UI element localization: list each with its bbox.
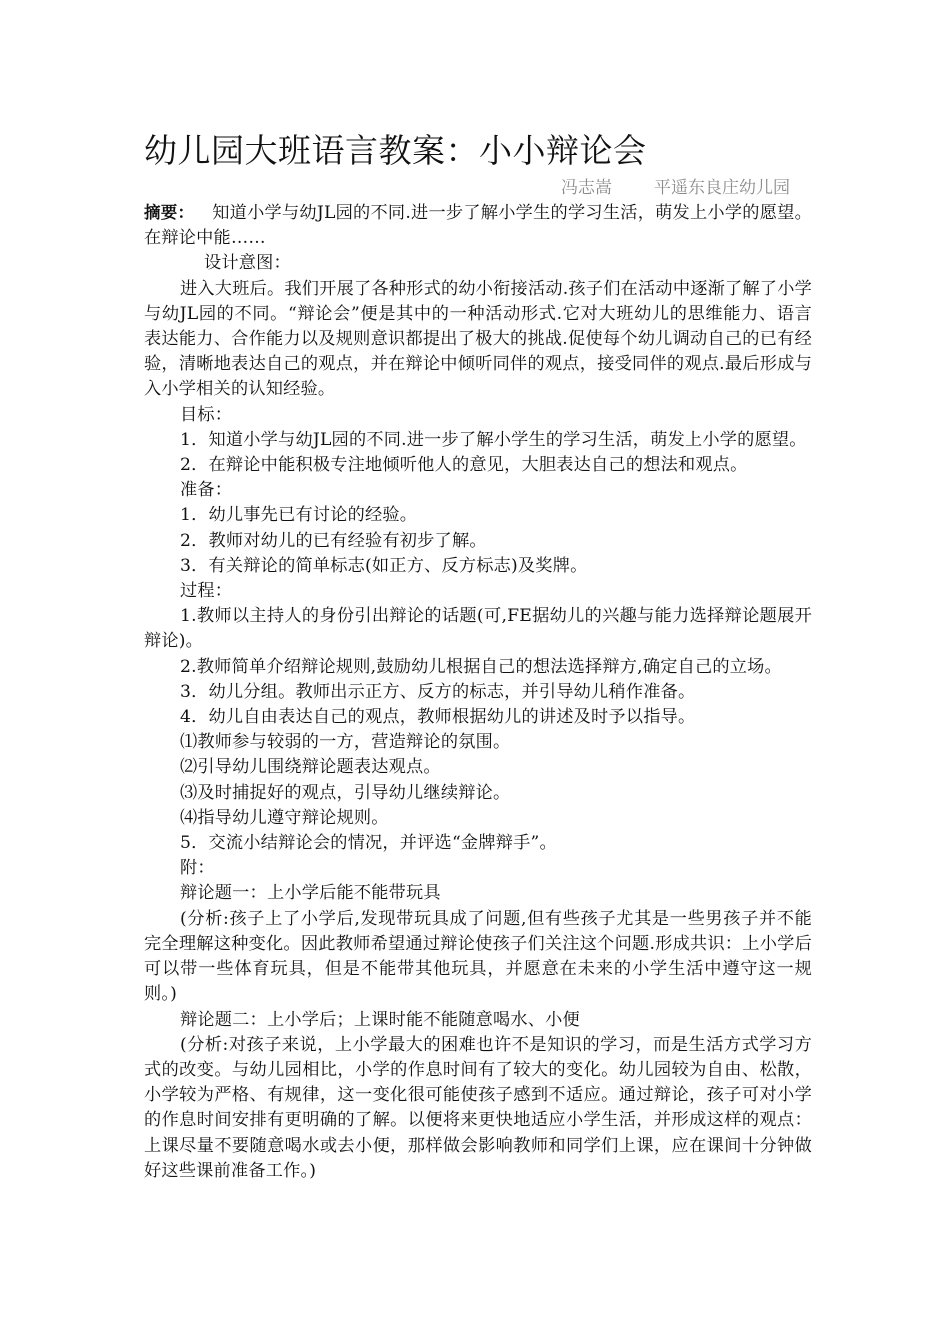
goal-item: 2．在辩论中能积极专注地倾听他人的意见，大胆表达自己的想法和观点。 (180, 455, 748, 476)
prep-item: 1．幼儿事先已有讨论的经验。 (180, 505, 418, 526)
abstract (144, 200, 812, 251)
goal-heading: 目标： (180, 404, 233, 425)
document-page (144, 128, 812, 1184)
appendix-heading: 附： (180, 858, 215, 879)
prep-item: 3．有关辩论的简单标志(如正方、反方标志)及奖牌。 (180, 555, 588, 576)
design-text: 进入大班后。我们开展了各种形式的幼小衔接活动.孩子们在活动中逐渐了解了小学与幼JL园的不同。“辩论会”便是其中的一种活动形式.它对大班幼儿的思维能力、语言表达能力、合作能力以及规则意识都提出了极大的挑战.促使每个幼儿调动自己的已有经验，清晰地表达自己的观点，并在辩论中倾听同伴的观点，接受同伴的观点.最后形成与入小学相关的认知经验。 (144, 278, 812, 400)
process-heading: 过程： (180, 581, 233, 602)
author-line (144, 176, 812, 200)
process-item: 1.教师以主持人的身份引出辩论的话题(可,FE据幼儿的兴趣与能力选择辩论题展开辩论)。 (144, 606, 812, 652)
process-item: 4．幼儿自由表达自己的观点，教师根据幼儿的讲述及时予以指导。 (180, 707, 696, 728)
prep-heading: 准备： (180, 480, 233, 501)
author-name: 冯志嵩 (561, 178, 612, 198)
abstract-label: 摘要： (144, 203, 195, 222)
process-item: 3．幼儿分组。教师出示正方、反方的标志，并引导幼儿稍作准备。 (180, 681, 696, 702)
topic2-title: 辩论题二：上小学后；上课时能不能随意喝水、小便 (180, 1009, 580, 1030)
process-subitem: ⑵引导幼儿围绕辩论题表达观点。 (180, 757, 441, 778)
design-heading: 设计意图： (204, 253, 291, 274)
prep-item: 2．教师对幼儿的已有经验有初步了解。 (180, 530, 487, 551)
process-item: 2.教师简单介绍辩论规则,鼓励幼儿根据自己的想法选择辩方,确定自己的立场。 (180, 656, 782, 677)
process-item: 5．交流小结辩论会的情况，并评选“金牌辩手”。 (180, 833, 557, 854)
process-subitem: ⑴教师参与较弱的一方，营造辩论的氛围。 (180, 732, 511, 753)
topic1-title: 辩论题一：上小学后能不能带玩具 (180, 883, 441, 904)
goal-item: 1．知道小学与幼JL园的不同.进一步了解小学生的学习生活，萌发上小学的愿望。 (180, 429, 807, 450)
abstract-text: 知道小学与幼JL园的不同.进一步了解小学生的学习生活，萌发上小学的愿望。在辩论中能…… (144, 203, 812, 249)
document-title: 幼儿园大班语言教案：小小辩论会 (144, 131, 647, 170)
school-name: 平遥东良庄幼儿园 (654, 178, 790, 198)
process-subitem: ⑶及时捕捉好的观点，引导幼儿继续辩论。 (180, 782, 511, 803)
topic2-analysis: (分析:对孩子来说，上小学最大的困难也许不是知识的学习，而是生活方式学习方式的改变。与幼儿园相比，小学的作息时间有了较大的变化。幼儿园较为自由、松散，小学较为严格、有规律，这一变化很可能使孩子感到不适应。通过辩论，孩子可对小学的作息时间安排有更明确的了解。以便将来更快地适应小学生活，并形成这样的观点：上课尽量不要随意喝水或去小便，那样做会影响教师和同学们上课，应在课间十分钟做好这些课前准备工作。) (144, 1034, 812, 1181)
process-subitem: ⑷指导幼儿遵守辩论规则。 (180, 807, 389, 828)
topic1-analysis: (分析:孩子上了小学后,发现带玩具成了问题,但有些孩子尤其是一些男孩子并不能完全理解这种变化。因此教师希望通过辩论使孩子们关注这个问题.形成共识：上小学后可以带一些体育玩具，但是不能带其他玩具，并愿意在未来的小学生活中遵守这一规则。) (144, 908, 812, 1005)
